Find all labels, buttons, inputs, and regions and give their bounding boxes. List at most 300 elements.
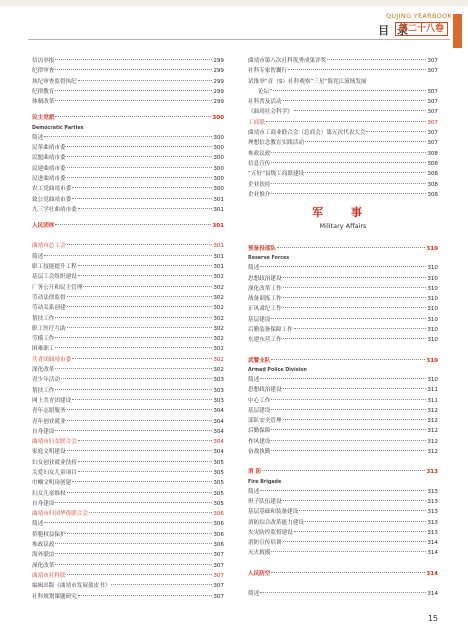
toc-entry[interactable] (32, 375, 224, 385)
toc-entry-title: 信访举报 (32, 58, 55, 64)
dot-leader (55, 553, 212, 554)
toc-entry-title: 曲靖市社科联 (32, 572, 66, 579)
toc-entry-page: 310 (427, 306, 438, 313)
toc-subsection-entry[interactable] (248, 118, 438, 128)
toc-entry-title: 民建曲靖市委 (32, 165, 66, 172)
toc-entry[interactable] (32, 314, 224, 324)
toc-entry-title: 纪律教育 (32, 88, 55, 95)
toc-entry-page: 307 (213, 572, 224, 579)
toc-entry-page: 305 (213, 480, 224, 487)
toc-entry[interactable] (248, 169, 438, 179)
dot-leader (271, 440, 426, 441)
toc-entry[interactable] (248, 406, 438, 416)
dot-leader (72, 399, 212, 400)
toc-entry[interactable] (248, 507, 438, 517)
toc-entry[interactable] (32, 417, 224, 427)
toc-entry-page: 310 (427, 285, 438, 292)
dot-leader (67, 450, 213, 451)
toc-entry[interactable] (248, 284, 438, 294)
toc-entry-page: 312 (427, 438, 438, 445)
toc-entry-title: 简述 (32, 253, 44, 260)
toc-entry[interactable] (32, 478, 224, 488)
toc-entry-page: 303 (213, 387, 224, 394)
toc-entry[interactable] (248, 159, 438, 169)
dot-leader (78, 471, 213, 472)
toc-subsection-entry[interactable] (32, 509, 224, 519)
dot-leader (55, 116, 211, 117)
toc-section-entry[interactable] (248, 244, 438, 254)
toc-entry-page: 313 (427, 509, 438, 516)
toc-entry[interactable] (32, 519, 224, 529)
toc-subsection-entry[interactable] (32, 241, 224, 251)
toc-entry-title: 中心工作 (248, 397, 271, 404)
dot-leader (271, 450, 426, 451)
dot-leader (271, 162, 426, 163)
toc-entry[interactable] (32, 386, 224, 396)
dot-leader (262, 470, 425, 471)
toc-entry[interactable] (32, 344, 224, 354)
toc-entry[interactable] (32, 406, 224, 416)
toc-entry-title: 理想信念教育实践活动 (248, 140, 304, 147)
dot-leader (72, 198, 212, 199)
toc-entry-page: 307 (213, 593, 224, 600)
toc-entry[interactable] (32, 283, 224, 293)
dot-leader (271, 183, 426, 184)
toc-entry-title: 帮扶工作 (32, 387, 55, 394)
toc-entry[interactable] (248, 56, 438, 66)
toc-entry-page: 302 (213, 367, 224, 374)
toc-entry[interactable] (32, 561, 224, 571)
dot-leader (55, 389, 212, 390)
dot-leader (283, 287, 427, 288)
toc-entry[interactable] (248, 497, 438, 507)
dot-leader (67, 574, 213, 575)
toc-entry-title: 深化改革 (32, 562, 55, 569)
dot-leader (299, 510, 426, 511)
toc-entry-page: 312 (427, 407, 438, 414)
toc-entry-title: 奋战执勤 (248, 449, 271, 456)
toc-entry[interactable] (248, 487, 438, 497)
dot-leader (366, 131, 426, 132)
toc-entry-page: 299 (213, 78, 224, 85)
toc-entry-page: 301 (213, 196, 224, 203)
toc-entry[interactable] (32, 262, 224, 272)
toc-entry-page: 313 (427, 498, 438, 505)
page-title: 目 录 (378, 24, 410, 37)
toc-entry-title: 人民团体 (32, 223, 55, 230)
dot-leader (288, 69, 426, 70)
toc-section-entry[interactable] (248, 356, 438, 366)
toc-entry-title: 自身建设 (32, 500, 55, 507)
toc-entry[interactable] (248, 128, 438, 138)
toc-entry-title: 共青团曲靖市委 (32, 356, 72, 363)
spacer (248, 579, 438, 589)
toc-entry-title: 编辑出版《曲靖市发展蓝皮书》 (32, 583, 111, 590)
dot-leader (55, 430, 212, 431)
toc-entry-page: 299 (213, 58, 224, 64)
toc-entry-page: 308 (427, 181, 438, 188)
toc-entry-page: 303 (213, 397, 224, 404)
toc-entry-page: 307 (427, 140, 438, 147)
toc-entry[interactable] (248, 426, 438, 436)
toc-entry[interactable] (32, 581, 224, 591)
dot-leader (72, 481, 212, 482)
toc-entry[interactable] (32, 303, 224, 313)
dot-leader (271, 399, 426, 400)
toc-entry-title: 曲靖市第八次社科优秀成果评奖 (248, 58, 327, 64)
toc-entry-page: 305 (213, 469, 224, 476)
dot-leader (67, 296, 213, 297)
toc-entry[interactable] (32, 184, 224, 194)
toc-entry[interactable] (32, 205, 224, 215)
dot-leader (283, 419, 427, 420)
toc-right-column-bottom (248, 244, 438, 599)
toc-entry[interactable] (248, 335, 438, 345)
toc-entry-page: 299 (213, 99, 224, 106)
toc-entry-page: 308 (427, 171, 438, 178)
toc-entry[interactable] (32, 592, 224, 602)
toc-entry-title: 社科专家智囊行 (248, 68, 288, 75)
dot-leader (283, 100, 427, 101)
toc-entry-title: 农工党曲靖市委 (32, 186, 72, 193)
toc-entry[interactable] (32, 66, 224, 76)
toc-subsection-entry[interactable] (32, 355, 224, 365)
toc-section-entry[interactable] (248, 569, 438, 579)
toc-entry[interactable] (248, 274, 438, 284)
toc-entry-page: 311 (427, 387, 438, 394)
dot-leader (78, 265, 213, 266)
toc-entry[interactable] (248, 87, 438, 97)
toc-entry[interactable] (32, 550, 224, 560)
toc-section-entry[interactable] (248, 467, 438, 477)
dot-leader (83, 286, 212, 287)
dot-leader (55, 502, 212, 503)
dot-leader (78, 275, 213, 276)
toc-entry-page: 312 (427, 449, 438, 456)
toc-entry-title: 致公党曲靖市委 (32, 196, 72, 203)
toc-entry-title: 青年创业就业 (32, 418, 66, 425)
toc-entry-page: 307 (213, 552, 224, 559)
toc-entry[interactable] (248, 190, 438, 200)
dot-leader (55, 337, 212, 338)
toc-entry-page: 310 (427, 376, 438, 383)
dot-leader (283, 307, 427, 308)
toc-entry-page: 308 (427, 150, 438, 157)
toc-entry-title: 后勤保障 (248, 428, 271, 435)
toc-entry-page: 314 (427, 550, 438, 557)
toc-entry-title: 青年志愿服务 (32, 408, 66, 415)
toc-entry[interactable] (32, 195, 224, 205)
toc-entry-page: 305 (213, 500, 224, 507)
toc-entry[interactable] (32, 427, 224, 437)
dot-leader (283, 338, 427, 339)
toc-section-entry[interactable] (32, 113, 224, 123)
toc-entry-title: 思想政治建设 (248, 275, 282, 282)
toc-subsection-entry[interactable] (32, 437, 224, 447)
toc-entry[interactable] (32, 174, 224, 184)
dot-leader (283, 297, 427, 298)
dot-leader (89, 512, 212, 513)
dot-leader (67, 244, 213, 245)
dot-leader (55, 100, 212, 101)
toc-left-column (32, 56, 224, 602)
toc-entry[interactable] (248, 518, 438, 528)
toc-entry[interactable] (32, 97, 224, 107)
toc-entry-page: 300 (213, 155, 224, 162)
toc-entry[interactable] (32, 252, 224, 262)
toc-entry-title: 人民防空 (248, 570, 271, 577)
toc-entry-title: 职工医疗互助 (32, 325, 66, 332)
toc-entry-title: 青少年活动 (32, 377, 60, 384)
dot-leader (55, 368, 212, 369)
toc-entry-title: 企业扶持 (248, 181, 271, 188)
toc-entry[interactable] (32, 540, 224, 550)
toc-entry[interactable] (32, 365, 224, 375)
military-section-title: 军 事 (312, 206, 374, 219)
toc-entry-page: 312 (427, 418, 438, 425)
toc-entry-page: 313 (427, 488, 438, 495)
toc-entry-title: 职工技能提升工程 (32, 264, 77, 271)
toc-entry[interactable] (32, 87, 224, 97)
toc-entry-title: 关爱妇女儿童项目 (32, 469, 77, 476)
dot-leader (260, 266, 426, 267)
toc-entry-title: 基层建设 (248, 407, 271, 414)
dot-leader (78, 595, 213, 596)
dot-leader (55, 90, 212, 91)
toc-entry[interactable] (32, 489, 224, 499)
toc-entry-page: 307 (427, 130, 438, 137)
toc-entry[interactable] (248, 97, 438, 107)
toc-entry[interactable] (32, 293, 224, 303)
toc-entry-title: 作风建设 (248, 438, 271, 445)
dot-leader (78, 461, 213, 462)
dot-leader (271, 429, 426, 430)
dot-leader (271, 318, 426, 319)
dot-leader (67, 167, 213, 168)
toc-entry-title: 基层工会组织建设 (32, 274, 77, 281)
toc-entry-title: 曲靖市总工会 (32, 243, 66, 250)
toc-entry-title: 曲靖市工商业联合会（总商会）第五次代表大会 (248, 130, 366, 137)
toc-entry-page: 301 (213, 243, 224, 250)
dot-leader (67, 327, 213, 328)
toc-entry-page: 310 (427, 327, 438, 334)
toc-entry-page: 310 (426, 357, 438, 364)
toc-entry-page: 308 (427, 191, 438, 198)
toc-entry-title: 自身建设 (32, 428, 55, 435)
toc-entry[interactable] (32, 77, 224, 87)
toc-entry[interactable] (248, 548, 438, 558)
dot-leader (78, 208, 213, 209)
dot-leader (67, 420, 213, 421)
toc-entry-page: 311 (427, 397, 438, 404)
header-divider (28, 39, 450, 40)
toc-entry-title: 执纪审查监督执纪 (32, 78, 77, 85)
toc-entry[interactable] (248, 437, 438, 447)
toc-entry-page: 301 (212, 223, 224, 230)
toc-entry-page: 301 (213, 253, 224, 260)
toc-entry[interactable] (248, 138, 438, 148)
spacer (248, 457, 438, 467)
toc-entry-title: 预备役部队 (248, 246, 276, 252)
top-band (0, 0, 468, 6)
toc-entry-page: 313 (427, 519, 438, 526)
dot-leader (111, 584, 212, 585)
toc-entry-title: 后勤装备保障工作 (248, 327, 293, 334)
toc-entry[interactable] (248, 538, 438, 548)
toc-entry[interactable] (32, 530, 224, 540)
toc-entry[interactable] (248, 107, 438, 117)
toc-entry-title: 东建东营工作 (248, 337, 282, 344)
toc-entry-title: 正风肃纪工作 (248, 306, 282, 313)
toc-entry-page: 302 (213, 356, 224, 363)
toc-entry-title: 参政议政 (32, 542, 55, 549)
toc-entry-page: 307 (427, 88, 438, 95)
toc-entry[interactable] (32, 396, 224, 406)
toc-entry-title: 社科普及活动 (248, 99, 282, 106)
toc-entry[interactable] (248, 77, 438, 87)
toc-entry-title: 困难职工 (32, 346, 55, 353)
dot-leader (294, 110, 427, 111)
dot-leader (260, 490, 426, 491)
toc-entry-title: 纪律审查 (32, 68, 55, 75)
toc-entry[interactable] (32, 153, 224, 163)
toc-entry[interactable] (248, 325, 438, 335)
toc-entry-title: 消防综合改革能力建设 (248, 519, 304, 526)
toc-entry[interactable] (248, 294, 438, 304)
toc-entry-title: 民盟曲靖市委 (32, 155, 66, 162)
section-english-label: Fire Brigade (248, 479, 282, 485)
toc-entry-page: 302 (213, 336, 224, 343)
toc-entry-title: 消防宣传培训 (248, 540, 282, 547)
toc-entry-title: 巾帼文明岗创建 (32, 480, 72, 487)
toc-entry[interactable] (32, 143, 224, 153)
dot-leader (67, 156, 213, 157)
toc-entry[interactable] (248, 263, 438, 273)
toc-entry[interactable] (248, 315, 438, 325)
toc-entry-title: 火灾防控监督建设 (248, 529, 293, 536)
toc-entry[interactable] (248, 447, 438, 457)
dot-leader (260, 378, 426, 379)
toc-subsection-entry[interactable] (32, 571, 224, 581)
dot-leader (283, 541, 427, 542)
toc-entry-page: 305 (213, 490, 224, 497)
toc-entry-page: 314 (427, 591, 438, 598)
dot-leader (44, 255, 212, 256)
toc-entry-title: 九三学社曲靖市委 (32, 206, 77, 213)
toc-entry[interactable] (248, 149, 438, 159)
section-english-label: Democratic Parties (32, 125, 84, 131)
toc-entry[interactable] (248, 385, 438, 395)
dot-leader (271, 409, 426, 410)
toc-entry[interactable] (32, 164, 224, 174)
toc-entry[interactable] (32, 324, 224, 334)
toc-section-entry[interactable] (32, 221, 224, 231)
toc-entry-page: 307 (427, 99, 438, 106)
toc-entry[interactable] (248, 589, 438, 599)
yearbook-label: QUJING YEARBOOK (385, 12, 452, 20)
dot-leader (277, 247, 425, 248)
toc-entry[interactable] (32, 272, 224, 282)
toc-entry[interactable] (32, 56, 224, 66)
dot-leader (78, 80, 213, 81)
toc-entry-title: 劳模工作 (32, 336, 55, 343)
toc-entry-title: 思想政治建设 (248, 387, 282, 394)
military-section-subtitle: Military Affairs (319, 222, 367, 230)
spacer (32, 231, 224, 241)
toc-entry-page: 300 (213, 175, 224, 182)
toc-entry-page: 303 (213, 377, 224, 384)
toc-entry-page: 310 (426, 246, 438, 252)
toc-entry-page: 300 (213, 134, 224, 141)
toc-entry[interactable] (248, 304, 438, 314)
toc-entry-page: 314 (426, 570, 438, 577)
toc-entry-title: 简述 (248, 591, 260, 598)
dot-leader (271, 551, 426, 552)
toc-entry-title: 厂务公开和民主管理 (32, 284, 83, 291)
toc-entry-title: 简述 (248, 488, 260, 495)
toc-entry[interactable] (248, 180, 438, 190)
toc-entry-title: 武警支队 (248, 357, 271, 364)
dot-leader (273, 90, 426, 91)
toc-entry[interactable] (248, 66, 438, 76)
volume-label: 第二十八卷 (395, 22, 448, 36)
toc-entry-page: 305 (213, 459, 224, 466)
toc-entry-page: 304 (213, 408, 224, 415)
toc-entry[interactable] (248, 375, 438, 385)
toc-entry-page: 301 (213, 206, 224, 213)
toc-entry[interactable] (32, 468, 224, 478)
toc-entry[interactable] (32, 447, 224, 457)
toc-entry-page: 304 (213, 439, 224, 446)
toc-entry-page: 310 (427, 265, 438, 272)
toc-entry[interactable] (248, 396, 438, 406)
toc-entry-title: 民进曲靖市委 (32, 175, 66, 182)
dot-leader (260, 592, 426, 593)
toc-entry-page: 310 (427, 275, 438, 282)
toc-entry[interactable] (32, 334, 224, 344)
dot-leader (72, 358, 212, 359)
toc-entry-title: 民主党派 (32, 115, 55, 122)
toc-entry-page: 307 (213, 583, 224, 590)
dot-leader (271, 193, 426, 194)
dot-leader (67, 409, 213, 410)
toc-entry-title: 论坛” (258, 88, 273, 95)
dot-leader (294, 531, 427, 532)
toc-entry[interactable] (248, 416, 438, 426)
dot-leader (55, 224, 211, 225)
dot-leader (55, 317, 212, 318)
dot-leader (55, 69, 212, 70)
toc-entry-page: 310 (427, 316, 438, 323)
toc-entry-page: 304 (213, 418, 224, 425)
dot-leader (283, 500, 427, 501)
toc-entry[interactable] (248, 528, 438, 538)
toc-entry[interactable] (32, 458, 224, 468)
toc-entry-page: 312 (427, 428, 438, 435)
toc-entry-page: 310 (427, 296, 438, 303)
toc-entry-title: 曲靖市归国华侨联合会 (32, 511, 88, 518)
toc-entry-title: 工商联 (248, 119, 265, 126)
toc-entry-page: 307 (427, 58, 438, 64)
toc-entry-title: 妇女创业就业扶持 (32, 459, 77, 466)
toc-entry-title: 简述 (32, 521, 44, 528)
toc-entry-page: 299 (213, 88, 224, 95)
dot-leader (283, 277, 427, 278)
toc-entry[interactable] (32, 133, 224, 143)
dot-leader (67, 146, 213, 147)
toc-entry[interactable] (32, 499, 224, 509)
dot-leader (55, 59, 212, 60)
